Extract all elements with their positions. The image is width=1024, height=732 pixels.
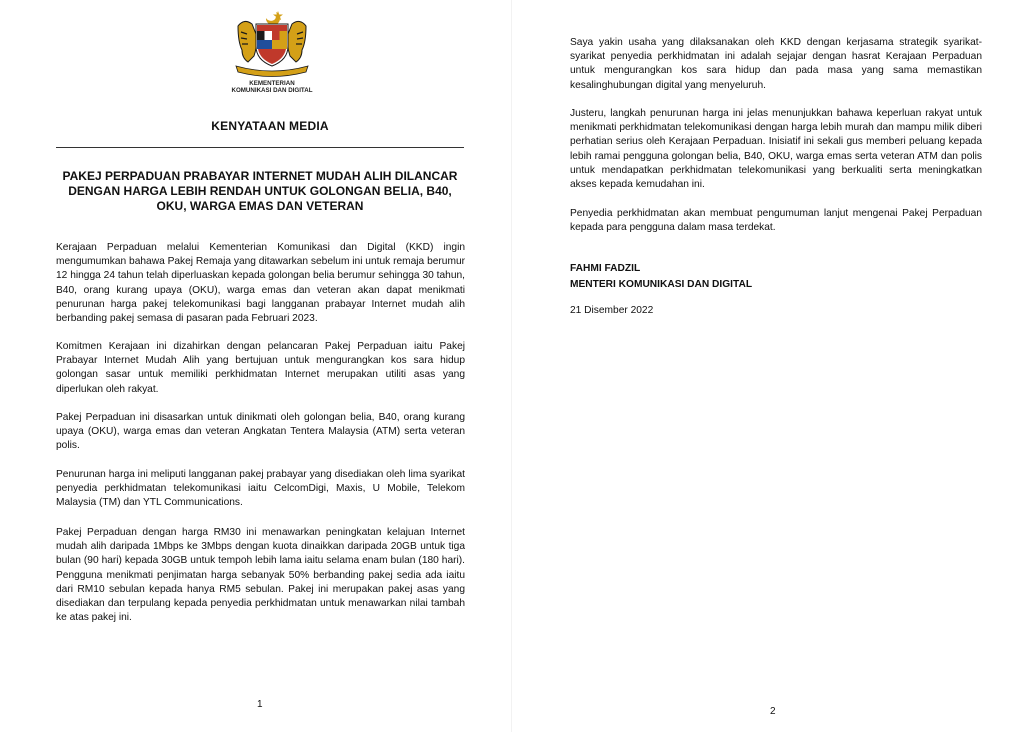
paragraph-6: Saya yakin usaha yang dilaksanakan oleh KKD dengan kerjasama strategik syarikat-syarikat penyedia perkhidmatan ini adalah sejajar dengan hasrat Kerajaan Perpaduan untuk mengurangkan kos sara hidup dan pada masa yang sama memastikan kesalinghubungan digital yang menyeluruh. [570, 37, 982, 91]
paragraph-3: Pakej Perpaduan ini disasarkan untuk dinikmati oleh golongan belia, B40, orang kurang upaya (OKU), warga emas dan veteran Angkatan Tentera Malaysia (ATM) serta veteran polis. [56, 412, 465, 452]
press-headline: PAKEJ PERPADUAN PRABAYAR INTERNET MUDAH ALIH DILANCAR DENGAN HARGA LEBIH RENDAH UNTUK GOLONGAN BELIA, B40, OKU, WARGA EMAS DAN VETERAN [62, 169, 458, 213]
paragraph-1: Kerajaan Perpaduan melalui Kementerian Komunikasi dan Digital (KKD) ingin mengumumkan bahawa Pakej Remaja yang ditawarkan sebelum ini untuk remaja berumur 12 hingga 24 tahun telah diperluaskan kepada golongan belia berumur sehingga 30 tahun, B40, orang kurang upaya (OKU), warga emas dan veteran akan dapat menikmati penurunan harga pakej telekomunikasi bagi langganan prabayar Internet mudah alih berbanding pakej semasa di pasaran pada Februari 2023. [56, 242, 465, 325]
ministry-logo-text [226, 80, 318, 94]
statement-date: 21 Disember 2022 [570, 305, 654, 316]
ministry-logo-line-1: KEMENTERIAN [249, 80, 295, 87]
paragraph-7: Justeru, langkah penurunan harga ini jelas menunjukkan bahawa keperluan rakyat untuk menikmati perkhidmatan telekomunikasi dengan harga lebih murah dan mampu milik diberi perhatian serius oleh Kerajaan Perpaduan. Inisiatif ini sekali gus memberi peluang kepada lebih ramai pengguna golongan belia, B40, OKU, warga emas serta veteran ATM dan polis untuk mendapatkan perkhidmatan telekomunikasi yang berkualiti serta meningkatkan akses kepada kemudahan ini. [570, 108, 982, 191]
paragraph-8: Penyedia perkhidmatan akan membuat pengumuman lanjut mengenai Pakej Perpaduan kepada para pengguna dalam masa terdekat. [570, 208, 982, 234]
signer-title: MENTERI KOMUNIKASI DAN DIGITAL [570, 279, 753, 290]
media-statement-title: KENYATAAN MEDIA [211, 119, 329, 133]
paragraph-5: Pakej Perpaduan dengan harga RM30 ini menawarkan peningkatan kelajuan Internet mudah alih daripada 1Mbps ke 3Mbps dengan kuota dinaikkan daripada 20GB untuk tiga bulan (90 hari) kepada 30GB untuk tempoh lebih lama iaitu selama enam bulan (180 hari). Pengguna menikmati penjimatan harga sebanyak 50% berbanding pakej sedia ada iaitu dari RM10 sebulan kepada hanya RM5 sebulan. Pakej ini merupakan pakej asas yang disediakan dan terpulang kepada penyedia perkhidmatan untuk menawarkan nilai tambah ke atas pakej ini. [56, 527, 465, 624]
paragraph-2: Komitmen Kerajaan ini dizahirkan dengan pelancaran Pakej Perpaduan iaitu Pakej Prabayar Internet Mudah Alih yang bertujuan untuk mengurangkan kos sara hidup golongan sasar untuk memiliki perkhidmatan Internet merupakan utiliti asas yang diperlukan oleh rakyat. [56, 341, 465, 395]
page-number-2: 2 [770, 706, 776, 717]
page-number-1: 1 [257, 699, 263, 710]
paragraph-4: Penurunan harga ini meliputi langganan pakej prabayar yang disediakan oleh lima syarikat penyedia perkhidmatan telekomunikasi iaitu CelcomDigi, Maxis, U Mobile, Telekom Malaysia (TM) dan YTL Communications. [56, 469, 465, 509]
coat-of-arms-icon [226, 8, 318, 78]
signer-name: FAHMI FADZIL [570, 263, 641, 274]
title-divider [56, 147, 464, 148]
ministry-logo-line-2: KOMUNIKASI DAN DIGITAL [231, 87, 313, 94]
